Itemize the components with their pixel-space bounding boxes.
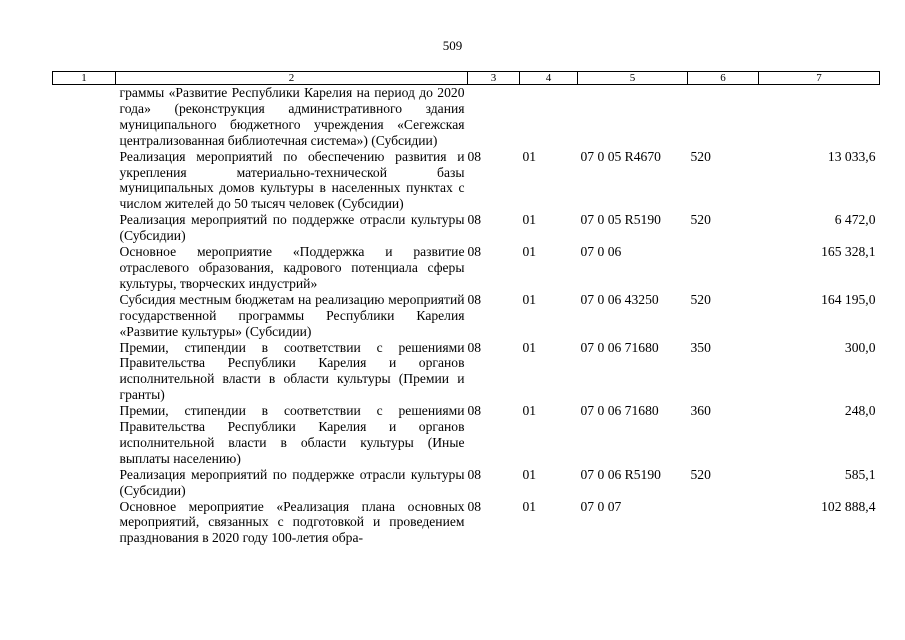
target-article-code: 07 0 06: [580, 244, 622, 260]
row-description: Реализация мероприятий по обеспечению развития и укрепления материально-технической базы муниципальных домов культуры в населенных пунктах с числом жителей до 50 тысяч человек (Субсидии): [119, 148, 465, 212]
section-code: 08: [467, 498, 482, 514]
expense-type-code: 520: [690, 212, 711, 228]
target-article-code: 07 0 07: [580, 498, 622, 514]
budget-table: [52, 71, 880, 546]
column-number: 7: [759, 72, 880, 85]
table-row: [53, 292, 880, 340]
row-description: Реализация мероприятий по поддержке отрасли культуры (Субсидии): [119, 466, 465, 498]
amount: 248,0: [844, 403, 876, 419]
column-number: 5: [578, 72, 688, 85]
empty-cell: [53, 499, 116, 547]
subsection-code: 01: [522, 466, 537, 482]
target-article-code: 07 0 06 71680: [580, 403, 659, 419]
subsection-code: 01: [522, 339, 537, 355]
empty-cell: [53, 244, 116, 292]
amount: 165 328,1: [821, 244, 876, 260]
expense-type-code: 360: [690, 403, 711, 419]
subsection-code: 01: [522, 148, 537, 164]
subsection-code: [520, 85, 578, 149]
table-row: [53, 244, 880, 292]
expense-type-code: 520: [690, 466, 711, 482]
column-number: 2: [116, 72, 468, 85]
section-code: 08: [467, 403, 482, 419]
subsection-code: 01: [522, 403, 537, 419]
subsection-code: 01: [522, 498, 537, 514]
table-row: [53, 85, 880, 149]
expense-type-code: 520: [690, 148, 711, 164]
target-article-code: 07 0 06 43250: [580, 291, 659, 307]
empty-cell: [53, 212, 116, 244]
expense-type-code: [688, 85, 759, 149]
section-code: 08: [467, 339, 482, 355]
amount: [759, 85, 880, 149]
empty-cell: [53, 292, 116, 340]
subsection-code: 01: [522, 291, 537, 307]
row-description: Премии, стипендии в соответствии с решениями Правительства Республики Карелия и органов исполнительной власти в области культуры (Премии и гранты): [119, 339, 465, 403]
amount: 6 472,0: [834, 212, 876, 228]
amount: 164 195,0: [821, 291, 876, 307]
amount: 300,0: [844, 339, 876, 355]
amount: 13 033,6: [827, 148, 876, 164]
empty-cell: [53, 403, 116, 467]
target-article-code: 07 0 05 R5190: [580, 212, 661, 228]
empty-cell: [53, 85, 116, 149]
column-number-row: [53, 72, 880, 85]
table-row: [53, 149, 880, 213]
target-article-code: [578, 85, 688, 149]
table-row: [53, 499, 880, 547]
target-article-code: 07 0 06 R5190: [580, 466, 661, 482]
target-article-code: 07 0 06 71680: [580, 339, 659, 355]
row-description: Премии, стипендии в соответствии с решениями Правительства Республики Карелия и органов исполнительной власти в области культуры (Иные выплаты населению): [119, 403, 465, 466]
table-row: [53, 467, 880, 499]
section-code: 08: [467, 466, 482, 482]
expense-type-code: 520: [690, 291, 711, 307]
expense-type-code: 350: [690, 339, 711, 355]
row-description: Субсидия местным бюджетам на реализацию мероприятий государственной программы Республики Карелия «Развитие культуры» (Субсидии): [119, 291, 465, 339]
amount: 585,1: [844, 466, 876, 482]
empty-cell: [53, 149, 116, 213]
empty-cell: [53, 340, 116, 404]
expense-type-code: [688, 244, 759, 292]
section-code: [468, 85, 520, 149]
amount: 102 888,4: [821, 498, 876, 514]
page-number: 509: [442, 38, 463, 53]
row-description: Основное мероприятие «Поддержка и развитие отраслевого образования, кадрового потенциала сферы культуры, творческих индустрий»: [119, 244, 465, 291]
row-description: граммы «Развитие Республики Карелия на период до 2020 года» (реконструкция административного здания муниципального бюджетного учреждения «Сегежская централизованная библиотечная система») (Субсидии): [119, 85, 465, 148]
row-description: Основное мероприятие «Реализация плана основных мероприятий, связанных с подготовкой и проведением празднования в 2020 году 100-летия обра-: [119, 498, 465, 546]
table-row: [53, 212, 880, 244]
target-article-code: 07 0 05 R4670: [580, 148, 661, 164]
table-row: [53, 403, 880, 467]
empty-cell: [53, 467, 116, 499]
column-number: 6: [688, 72, 759, 85]
section-code: 08: [467, 244, 482, 260]
section-code: 08: [467, 212, 482, 228]
section-code: 08: [467, 291, 482, 307]
section-code: 08: [467, 148, 482, 164]
row-description: Реализация мероприятий по поддержке отрасли культуры (Субсидии): [119, 212, 465, 244]
expense-type-code: [688, 499, 759, 547]
subsection-code: 01: [522, 244, 537, 260]
table-row: [53, 340, 880, 404]
column-number: 4: [520, 72, 578, 85]
column-number: 1: [53, 72, 116, 85]
subsection-code: 01: [522, 212, 537, 228]
column-number: 3: [468, 72, 520, 85]
